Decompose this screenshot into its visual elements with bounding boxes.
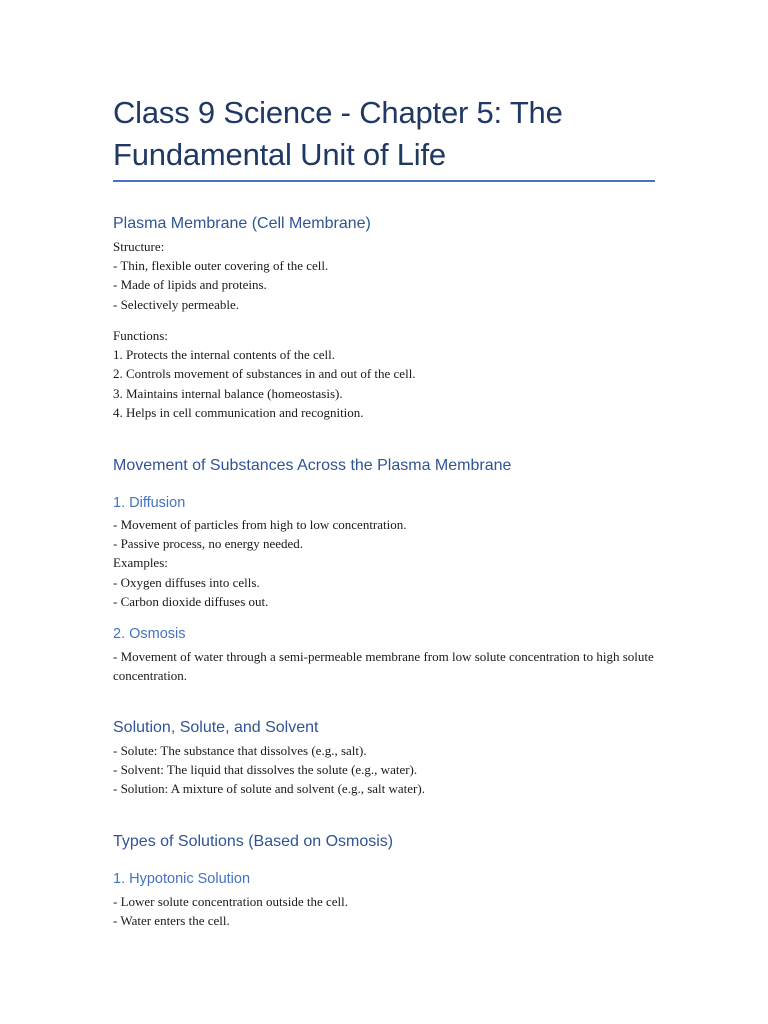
functions-block	[113, 326, 655, 422]
heading-types-of-solutions: Types of Solutions (Based on Osmosis)	[113, 833, 394, 850]
structure-item: - Selectively permeable.	[113, 296, 239, 312]
structure-item: - Thin, flexible outer covering of the cell.	[113, 258, 329, 274]
osmosis-text: - Movement of water through a semi-permeable membrane from low solute concentration to high solute concentration.	[113, 649, 654, 684]
hypotonic-item: - Water enters the cell.	[113, 913, 230, 929]
example-item: - Oxygen diffuses into cells.	[113, 574, 260, 590]
examples-label: Examples:	[113, 555, 168, 571]
functions-item: 3. Maintains internal balance (homeostasis).	[113, 385, 343, 401]
heading-plasma-membrane: Plasma Membrane (Cell Membrane)	[113, 215, 371, 232]
diffusion-item: - Movement of particles from high to low concentration.	[113, 517, 407, 532]
diffusion-item: - Passive process, no energy needed.	[113, 536, 304, 552]
hypotonic-item: - Lower solute concentration outside the cell.	[113, 894, 349, 909]
structure-block	[113, 237, 655, 314]
heading-hypotonic: 1. Hypotonic Solution	[113, 871, 251, 887]
functions-item: 4. Helps in cell communication and recognition.	[113, 404, 364, 420]
solution-item: - Solvent: The liquid that dissolves the solute (e.g., water).	[113, 762, 418, 778]
heading-diffusion: 1. Diffusion	[113, 495, 186, 511]
structure-item: - Made of lipids and proteins.	[113, 277, 267, 293]
structure-label: Structure:	[113, 239, 165, 254]
osmosis-block	[113, 647, 655, 685]
page-title: Class 9 Science - Chapter 5: The Fundamental Unit of Life	[113, 95, 563, 172]
functions-label: Functions:	[113, 328, 168, 343]
hypotonic-block	[113, 892, 655, 930]
functions-item: 2. Controls movement of substances in and out of the cell.	[113, 366, 416, 382]
heading-osmosis: 2. Osmosis	[113, 626, 186, 642]
solution-item: - Solute: The substance that dissolves (e.g., salt).	[113, 743, 367, 758]
example-item: - Carbon dioxide diffuses out.	[113, 593, 269, 609]
diffusion-block	[113, 515, 655, 611]
solution-block	[113, 741, 655, 799]
heading-movement: Movement of Substances Across the Plasma Membrane	[113, 457, 512, 474]
heading-solution: Solution, Solute, and Solvent	[113, 719, 319, 736]
solution-item: - Solution: A mixture of solute and solvent (e.g., salt water).	[113, 781, 425, 797]
title-underline	[113, 180, 655, 182]
functions-item: 1. Protects the internal contents of the cell.	[113, 347, 336, 363]
